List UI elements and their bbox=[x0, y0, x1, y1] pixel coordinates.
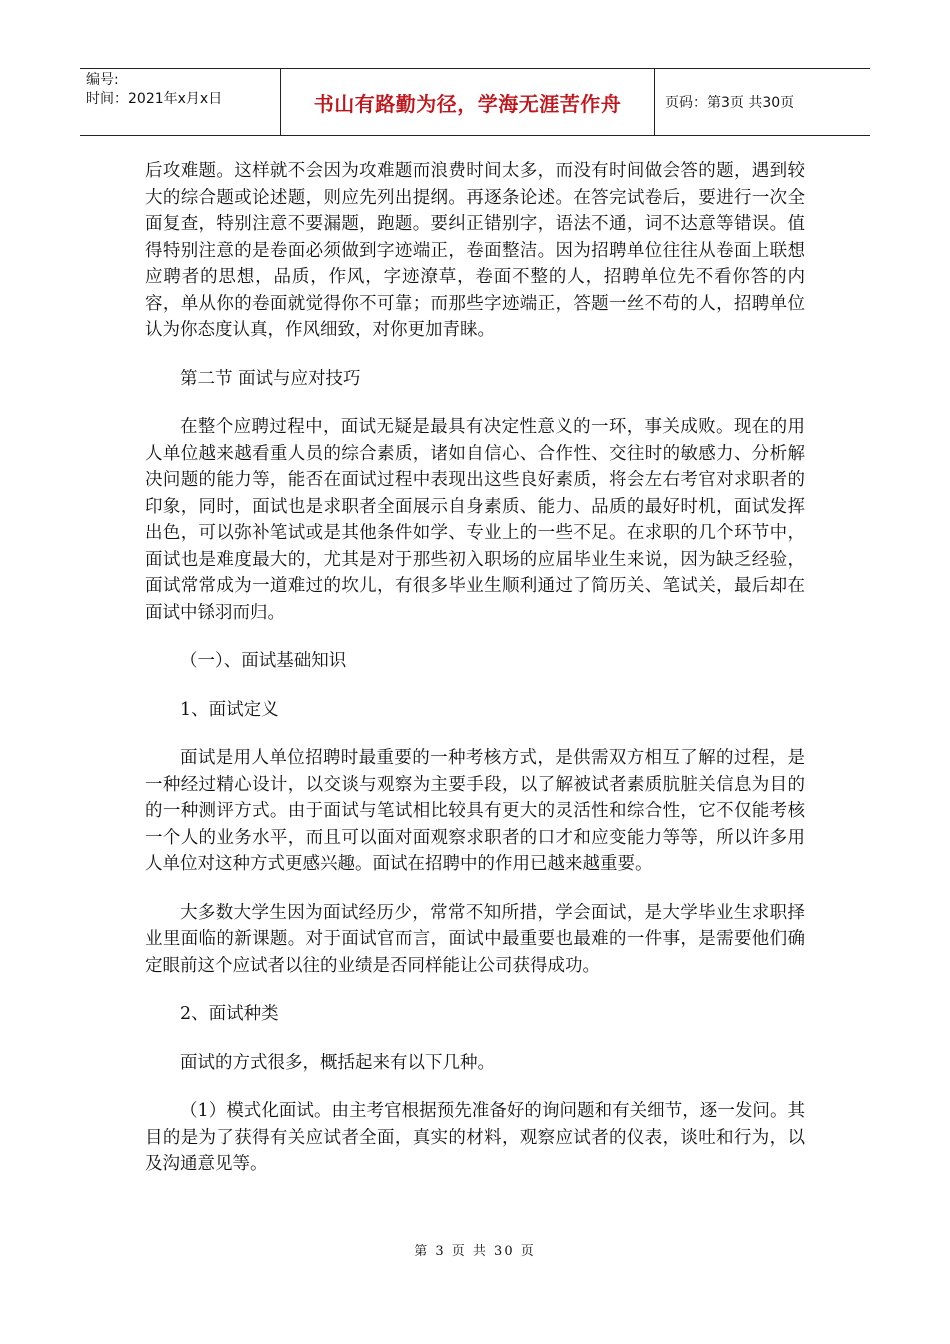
time-label: 时间：2021年x月x日 bbox=[86, 91, 223, 107]
page-footer: 第 3 页 共 30 页 bbox=[414, 1244, 536, 1259]
paragraph-interview-intro: 在整个应聘过程中，面试无疑是最具有决定性意义的一环，事关成败。现在的用人单位越来越看重人员的综合素质，诸如自信心、合作性、交往时的敏感力、分析解决问题的能力等，能否在面试过程中表现出这些良好素质，将会左右考官对求职者的印象，同时，面试也是求职者全面展示自身素质、能力、品质的最好时机，面试发挥出色，可以弥补笔试或是其他条件如学、专业上的一些不足。在求职的几个环节中，面试也是难度最大的，尤其是对于那些初入职场的应届毕业生来说，因为缺乏经验，面试常常成为一道难过的坎儿，有很多毕业生顺利通过了简历关、笔试关，最后却在面试中铩羽而归。 bbox=[145, 417, 805, 623]
paragraph-types-intro: 面试的方式很多，概括起来有以下几种。 bbox=[180, 1052, 495, 1073]
header-meta bbox=[80, 69, 280, 135]
document-body bbox=[145, 158, 805, 1178]
subheading-types: 2、面试种类 bbox=[180, 1004, 279, 1024]
serial-label: 编号: bbox=[86, 72, 119, 88]
paragraph-patterned-interview: （1）模式化面试。由主考官根据预先准备好的询问题和有关细节，逐一发问。其目的是为了获得有关应试者全面，真实的材料，观察应试者的仪表，谈吐和行为，以及沟通意见等。 bbox=[145, 1101, 805, 1174]
header-motto: 书山有路勤为径，学海无涯苦作舟 bbox=[280, 69, 655, 135]
page-header bbox=[80, 68, 870, 136]
subsection-heading: （一）、面试基础知识 bbox=[180, 651, 347, 671]
paragraph-continued: 后攻难题。这样就不会因为攻难题而浪费时间太多，而没有时间做会答的题，遇到较大的综合题或论述题，则应先列出提纲。再逐条论述。在答完试卷后，要进行一次全面复查，特别注意不要漏题，跑题。要纠正错别字，语法不通，词不达意等错误。值得特别注意的是卷面必须做到字迹端正，卷面整洁。因为招聘单位往往从卷面上联想应聘者的思想，品质，作风，字迹潦草，卷面不整的人，招聘单位先不看你答的内容，单从你的卷面就觉得你不可靠；而那些字迹端正，答题一丝不苟的人，招聘单位认为你态度认真，作风细致，对你更加青睐。 bbox=[145, 161, 805, 340]
paragraph-definition: 面试是用人单位招聘时最重要的一种考核方式，是供需双方相互了解的过程，是一种经过精心设计，以交谈与观察为主要手段，以了解被试者素质肮脏关信息为目的的一种测评方式。由于面试与笔试相比较具有更大的灵活性和综合性，它不仅能考核一个人的业务水平，而且可以面对面观察求职者的口才和应变能力等等，所以许多用人单位对这种方式更感兴趣。面试在招聘中的作用已越来越重要。 bbox=[145, 748, 805, 874]
subheading-definition: 1、面试定义 bbox=[180, 699, 279, 720]
section-title: 第二节 面试与应对技巧 bbox=[180, 368, 361, 389]
header-page-info: 页码：第3页 共30页 bbox=[665, 95, 795, 111]
paragraph-students: 大多数大学生因为面试经历少，常常不知所措，学会面试，是大学毕业生求职择业里面临的新课题。对于面试官而言，面试中最重要也最难的一件事，是需要他们确定眼前这个应试者以往的业绩是否同样能让公司获得成功。 bbox=[145, 902, 805, 976]
